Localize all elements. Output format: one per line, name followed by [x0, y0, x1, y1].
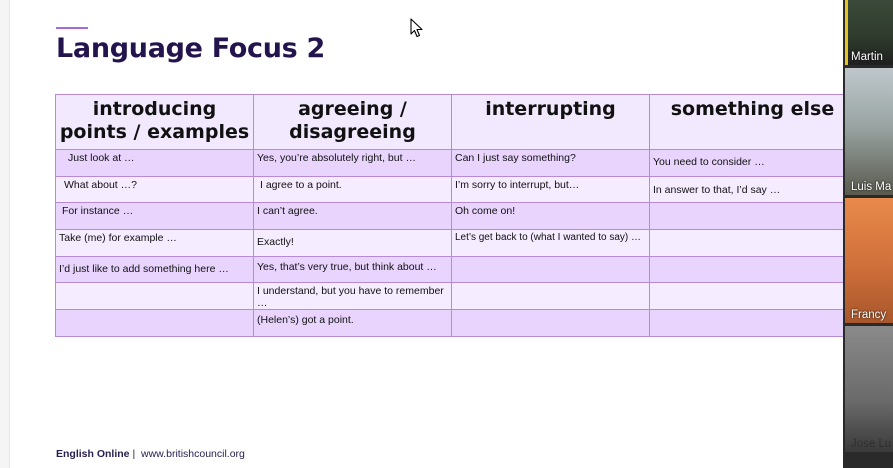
footer-separator: | [132, 448, 136, 460]
table-cell: Oh come on! [452, 203, 650, 230]
participant-name: Francy [851, 309, 887, 321]
table-row [56, 203, 844, 230]
participant-name: Martin [851, 51, 883, 63]
slide-title: Language Focus 2 [56, 33, 326, 64]
header-introducing-points: introducing points / examples [56, 95, 254, 150]
slide-footer [56, 448, 245, 460]
table-cell: Just look at … [56, 150, 254, 177]
table-cell [650, 310, 844, 337]
table-cell: I’d just like to add something here … [56, 256, 254, 283]
table-cell: I’m sorry to interrupt, but… [452, 176, 650, 203]
table-row [56, 283, 844, 310]
table-cell: I can’t agree. [254, 203, 452, 230]
participant-tile-jose[interactable] [845, 326, 893, 452]
table-cell: Can I just say something? [452, 150, 650, 177]
table-cell: Yes, you’re absolutely right, but … [254, 150, 452, 177]
table-row [56, 310, 844, 337]
title-accent-line [56, 27, 88, 29]
language-focus-table [55, 94, 843, 337]
left-scroll-strip [0, 0, 10, 468]
header-agreeing-disagreeing: agreeing / disagreeing [254, 95, 452, 150]
table-cell [452, 283, 650, 310]
table-cell [452, 310, 650, 337]
table-cell: I agree to a point. [254, 176, 452, 203]
table-row [56, 150, 844, 177]
table-row [56, 230, 844, 257]
mouse-pointer-icon [410, 18, 424, 38]
table-row [56, 256, 844, 283]
table-cell: Take (me) for example … [56, 230, 254, 257]
table-cell: What about …? [56, 176, 254, 203]
table-cell [650, 230, 844, 257]
table-cell: Yes, that’s very true, but think about … [254, 256, 452, 283]
table-cell: For instance … [56, 203, 254, 230]
table-cell [452, 256, 650, 283]
active-speaker-indicator [845, 0, 848, 65]
table-cell [650, 203, 844, 230]
video-participants-panel [843, 0, 893, 468]
header-interrupting: interrupting [452, 95, 650, 150]
participant-name: Luis Ma [851, 181, 892, 193]
footer-brand: English Online [56, 448, 130, 460]
participant-tile-luis[interactable] [845, 68, 893, 195]
table-cell: Exactly! [254, 230, 452, 257]
table-cell: In answer to that, I’d say … [650, 176, 844, 203]
table-cell [56, 310, 254, 337]
table-cell [650, 256, 844, 283]
table-cell: Let’s get back to (what I wanted to say) … [452, 230, 650, 257]
header-something-else: something else [650, 95, 844, 150]
table-row [56, 176, 844, 203]
table-cell: You need to consider … [650, 150, 844, 177]
table-cell [650, 283, 844, 310]
participant-tile-martin[interactable] [845, 0, 893, 65]
table-cell: I understand, but you have to remember … [254, 283, 452, 310]
table-cell [56, 283, 254, 310]
footer-url: www.britishcouncil.org [141, 448, 245, 460]
table-header-row [56, 95, 844, 150]
presentation-slide [10, 0, 843, 468]
participant-name: Jose Lu [851, 438, 892, 450]
table-cell: (Helen’s) got a point. [254, 310, 452, 337]
participant-tile-francy[interactable] [845, 198, 893, 323]
